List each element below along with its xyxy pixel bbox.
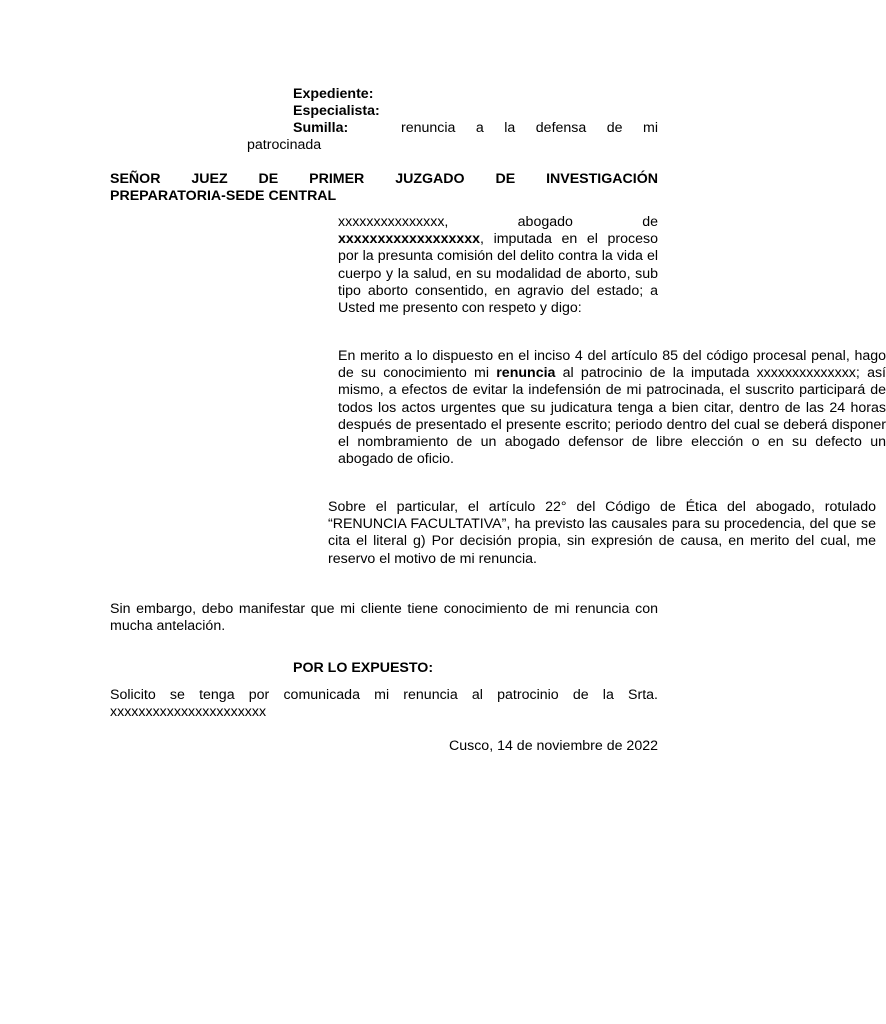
paragraph-codigo-etica: Sobre el particular, el artículo 22° del Código de Ética del abogado, rotulado “RENUNCIA FACULTATIVA”, ha previsto las causales para su procedencia, del que se cita el literal g) Por decisión propia, sin expresión de causa, en merito del cual, me reservo el motivo de mi renuncia. [328, 499, 876, 567]
para1-text-after: al patrocinio de la imputada xxxxxxxxxxxxxx; así mismo, a efectos de evitar la indefensión de mi patrocinada, el suscrito participará de todos los actos urgentes que su judicatura tenga a bien citar, dentro de las 24 horas después de presentado el presente escrito; periodo dentro del cual se deberá disponer el nombramiento de un abogado defensor de libre elección o en su defecto un abogado de oficio. [338, 365, 886, 468]
case-header [293, 86, 658, 138]
por-lo-expuesto-heading: POR LO EXPUESTO: [293, 660, 434, 676]
addressee [110, 171, 658, 205]
paragraph-renuncia [110, 348, 886, 468]
sumilla-text: renuncia a la defensa de mi [401, 120, 658, 137]
request-paragraph: Solicito se tenga por comunicada mi renuncia al patrocinio de la Srta. xxxxxxxxxxxxxxxxxxxxxx [110, 687, 658, 721]
addressee-line-2: PREPARATORIA-SEDE CENTRAL [110, 188, 337, 205]
intro-first-line [338, 214, 658, 231]
sumilla-row [293, 120, 658, 137]
addressee-line-1: SEÑOR JUEZ DE PRIMER JUZGADO DE INVESTIGACIÓN [110, 171, 658, 187]
lawyer-name: xxxxxxxxxxxxxxx, [338, 214, 449, 230]
intro-paragraph [338, 214, 658, 317]
sumilla-label: Sumilla: [293, 120, 349, 137]
sumilla-text-continued: patrocinada [247, 137, 322, 153]
intro-text: , imputada en el proceso por la presunta comisión del delito contra la vida el cuerpo y la salud, en su modalidad de aborto, sub tipo aborto consentido, en agravio del estado; a Usted me presento con respeto y digo: [338, 231, 658, 317]
especialista-label: Especialista: [293, 103, 380, 120]
abogado-de: abogado de [517, 214, 658, 230]
client-name: xxxxxxxxxxxxxxxxxx [338, 231, 481, 248]
date-line: Cusco, 14 de noviembre de 2022 [448, 738, 658, 754]
para1-bold-renuncia: renuncia [496, 365, 556, 382]
para1-text-before: En merito a lo dispuesto en el inciso 4 del artículo 85 del código procesal penal, hago de su conocimiento mi [338, 348, 886, 382]
paragraph-sin-embargo: Sin embargo, debo manifestar que mi cliente tiene conocimiento de mi renuncia con mucha antelación. [110, 601, 658, 635]
expediente-label: Expediente: [293, 86, 374, 102]
